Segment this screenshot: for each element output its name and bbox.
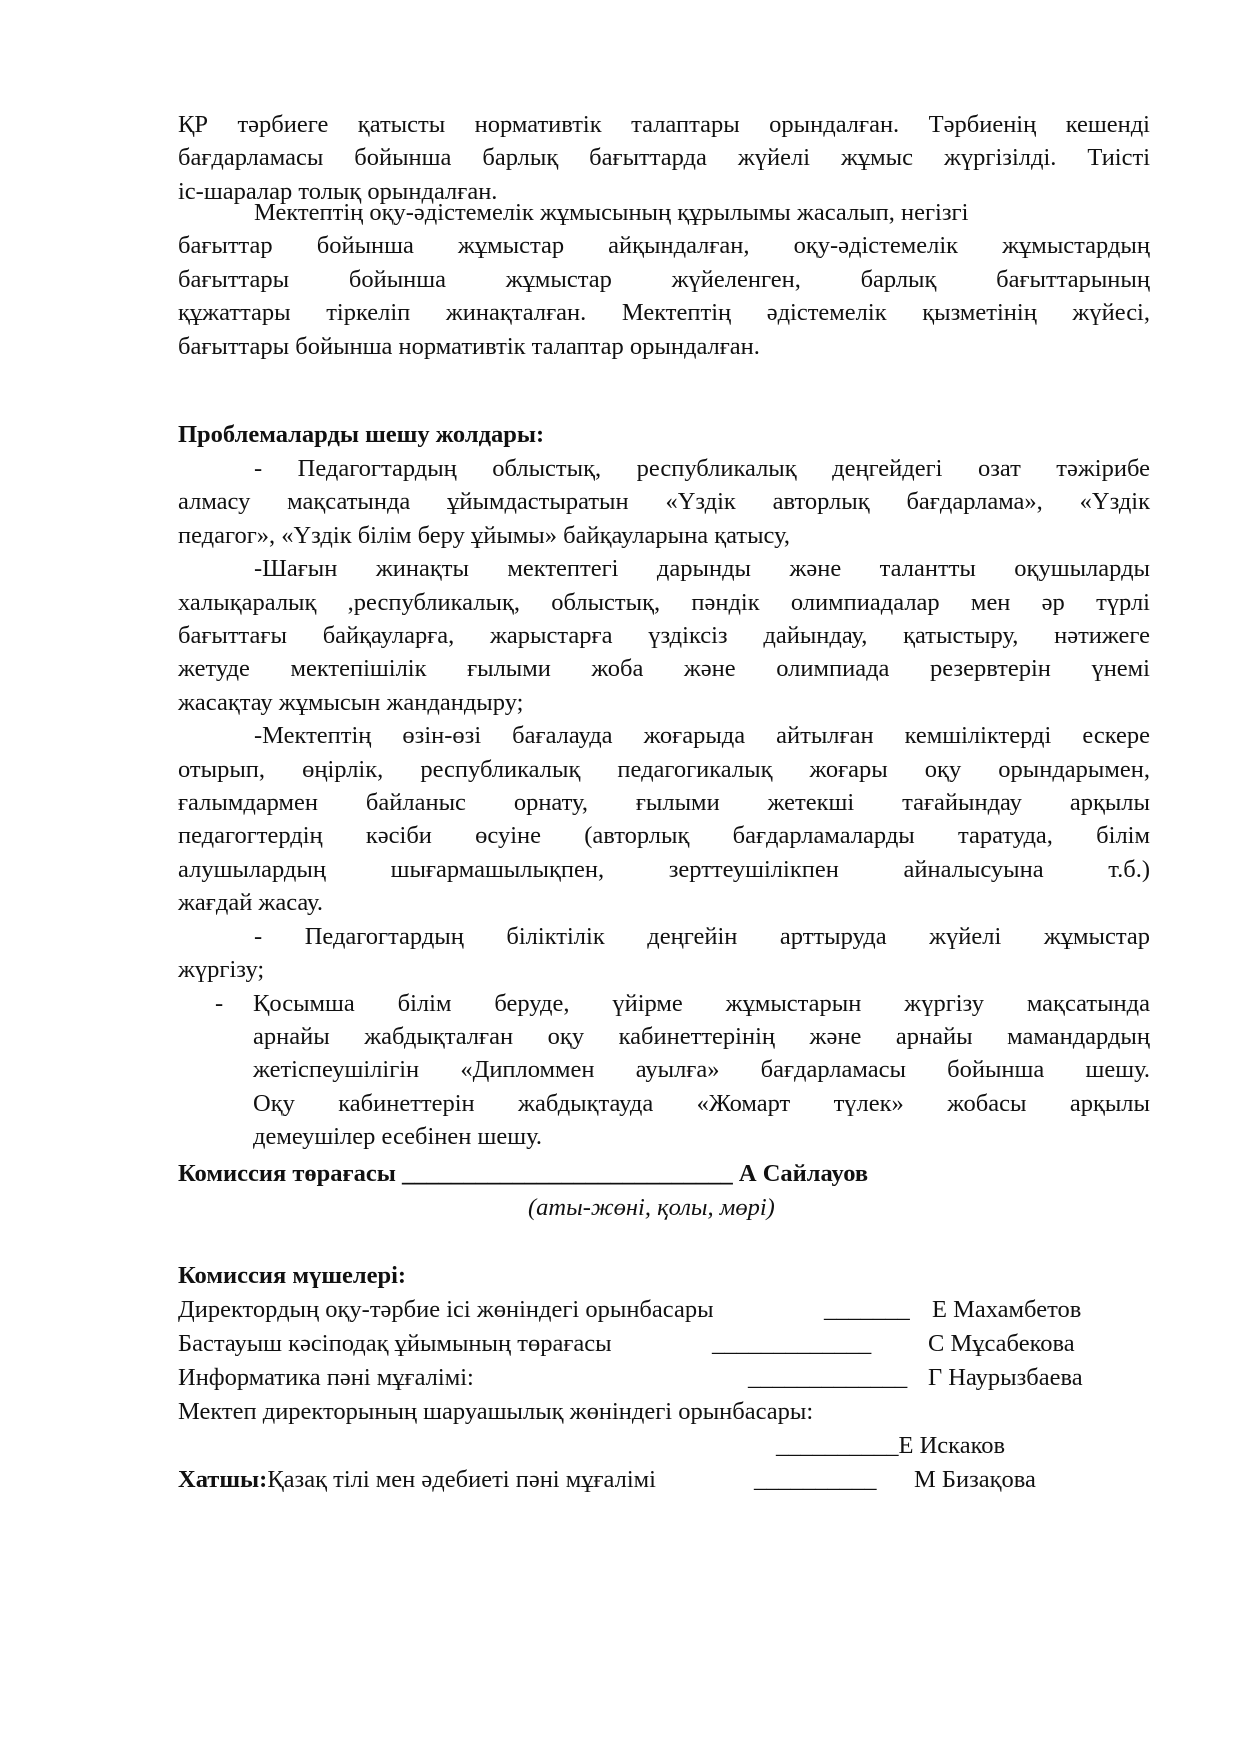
- problem-item: [178, 920, 1150, 987]
- text-line: бағыттары бойынша жұмыстар жүйеленген, барлық бағыттарының: [178, 265, 1150, 293]
- member-name: Е Махамбетов: [932, 1296, 1082, 1323]
- text-line: педагог», «Үздік білім беру ұйымы» байқауларына қатысу,: [178, 521, 790, 549]
- member-row: [178, 1330, 612, 1358]
- problems-heading: Проблемаларды шешу жолдары:: [178, 421, 545, 448]
- text-line: педагогтердің кәсіби өсуіне (авторлық бағдарламаларды таратуда, білім: [178, 822, 1150, 850]
- intro-paragraph-2: [178, 196, 1150, 363]
- problem-item: [178, 552, 1150, 719]
- text-line: ҚР тәрбиеге қатысты нормативтік талаптары орындалған. Тәрбиенің кешенді: [178, 111, 1150, 138]
- text-line: отырып, өңірлік, республикалық педагогикалық жоғары оқу орындарымен,: [178, 755, 1150, 783]
- signature-blank: _____________: [748, 1364, 908, 1391]
- chair-label: Комиссия төрағасы: [178, 1160, 396, 1187]
- text-line: бағыттағы байқауларға, жарыстарға үздіксіз дайындау, қатыстыру, нәтижеге: [178, 622, 1150, 650]
- text-line: - Педагогтардың облыстық, республикалық деңгейдегі озат тәжірибе: [254, 455, 1150, 482]
- intro-paragraph-1: [178, 108, 1150, 208]
- problem-item: [178, 719, 1150, 919]
- text-line: жүргізу;: [178, 956, 265, 984]
- signature-blank: __________: [776, 1432, 899, 1459]
- problems-list: [178, 452, 1150, 1154]
- text-line: Қосымша білім беруде, үйірме жұмыстарын жүргізу мақсатында: [253, 989, 1150, 1017]
- text-line: алмасу мақсатында ұйымдастыратын «Үздік авторлық бағдарлама», «Үздік: [178, 488, 1150, 516]
- secretary-label: Хатшы:: [178, 1466, 268, 1493]
- chair-note: (аты-жөні, қолы, мөрі): [528, 1194, 775, 1221]
- secretary-name: М Бизақова: [914, 1466, 1036, 1493]
- problem-item: [178, 452, 1150, 552]
- chair-name: А Сайлауов: [738, 1160, 869, 1187]
- text-line: іс-шаралар толық орындалған.: [178, 177, 498, 205]
- deputy-signature-line: [776, 1432, 1005, 1460]
- secretary-role: Қазақ тілі мен әдебиеті пәні мұғалімі: [267, 1466, 656, 1493]
- text-line: - Педагогтардың біліктілік деңгейін арттыруда жүйелі жұмыстар: [254, 922, 1150, 950]
- deputy-role: Мектеп директорының шаруашылық жөніндегі орынбасары:: [178, 1398, 814, 1425]
- text-line: демеушілер есебінен шешу.: [253, 1123, 543, 1151]
- text-line: жетуде мектепішілік ғылыми жоба және олимпиада резервтерін үнемі: [178, 655, 1150, 683]
- member-name: С Мұсабекова: [928, 1330, 1075, 1357]
- bullet-dash: -: [215, 989, 224, 1017]
- signature-blank: ___________________________: [402, 1160, 733, 1187]
- deputy-name: Е Искаков: [898, 1432, 1006, 1459]
- text-line: арнайы жабдықталған оқу кабинеттерінің және арнайы мамандардың: [253, 1022, 1150, 1050]
- text-line: -Мектептің өзін-өзі бағалауда жоғарыда айтылған кемшіліктерді ескере: [254, 722, 1150, 750]
- text-line: алушылардың шығармашылықпен, зерттеушілікпен айналысуына т.б.): [178, 855, 1150, 883]
- text-line: ғалымдармен байланыс орнату, ғылыми жетекші тағайындау арқылы: [178, 789, 1150, 817]
- member-role: Директордың оқу-тәрбие ісі жөніндегі орынбасары: [178, 1296, 714, 1323]
- text-line: жасақтау жұмысын жандандыру;: [178, 688, 524, 716]
- text-line: халықаралық ,республикалық, облыстық, пәндік олимпиадалар мен әр түрлі: [178, 588, 1150, 616]
- members-heading: Комиссия мүшелері:: [178, 1262, 407, 1289]
- text-line: жағдай жасау.: [178, 889, 323, 917]
- chair-signature-line: [178, 1160, 868, 1188]
- text-line: бағдарламасы бойынша барлық бағыттарда жүйелі жұмыс жүргізілді. Тиісті: [178, 144, 1150, 172]
- signature-blank: __________: [754, 1466, 877, 1493]
- problem-bullet-item: [178, 987, 1150, 1154]
- member-row: [178, 1296, 714, 1324]
- member-role: Бастауыш кәсіподақ ұйымының төрағасы: [178, 1330, 612, 1357]
- member-role: Информатика пәні мұғалімі:: [178, 1364, 474, 1391]
- text-line: Мектептің оқу-әдістемелік жұмысының құрылымы жасалып, негізгі: [254, 199, 969, 226]
- text-line: бағыттар бойынша жұмыстар айқындалған, оқу-әдістемелік жұмыстардың: [178, 232, 1150, 260]
- text-line: бағыттары бойынша нормативтік талаптар орындалған.: [178, 332, 760, 360]
- member-row: [178, 1364, 474, 1392]
- secretary-row: [178, 1466, 656, 1494]
- text-line: құжаттары тіркеліп жинақталған. Мектептің әдістемелік қызметінің жүйесі,: [178, 299, 1150, 327]
- signature-blank: _______: [824, 1296, 910, 1323]
- text-line: -Шағын жинақты мектептегі дарынды және талантты оқушыларды: [254, 555, 1150, 583]
- text-line: жетіспеушілігін «Дипломмен ауылға» бағдарламасы бойынша шешу.: [253, 1056, 1150, 1084]
- text-line: Оқу кабинеттерін жабдықтауда «Жомарт түлек» жобасы арқылы: [253, 1089, 1150, 1117]
- member-name: Г Наурызбаева: [928, 1364, 1083, 1391]
- signature-blank: _____________: [712, 1330, 872, 1357]
